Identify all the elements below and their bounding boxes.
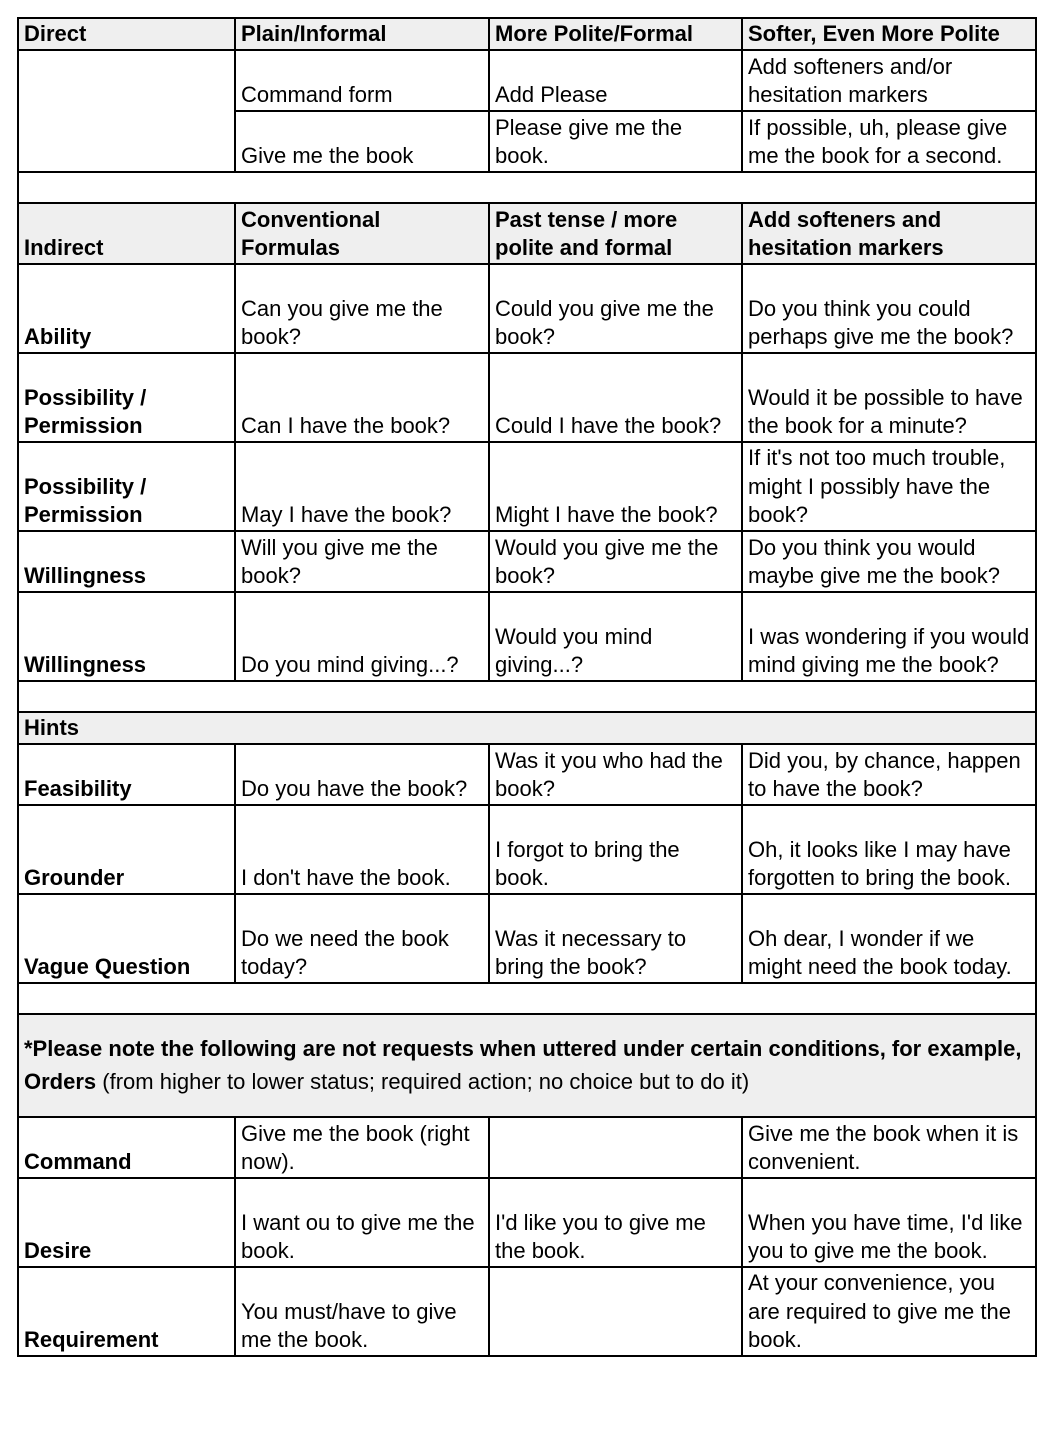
cell-polite xyxy=(489,1267,742,1356)
cell-softer: Do you think you would maybe give me the book? xyxy=(742,531,1036,592)
cell-polite: Would you mind giving...? xyxy=(489,592,742,681)
cell-polite: Was it necessary to bring the book? xyxy=(489,894,742,983)
cell-plain: May I have the book? xyxy=(235,442,489,531)
orders-note-cell xyxy=(18,1014,1036,1117)
cell-softer: Do you think you could perhaps give me the book? xyxy=(742,264,1036,353)
table-row xyxy=(18,353,1036,442)
politeness-request-table xyxy=(17,17,1037,1357)
spacer-cell xyxy=(18,681,1036,712)
cell-softer: At your convenience, you are required to give me the book. xyxy=(742,1267,1036,1356)
spacer-cell xyxy=(18,172,1036,203)
table-row xyxy=(18,264,1036,353)
table-row xyxy=(18,531,1036,592)
row-label: Requirement xyxy=(18,1267,235,1356)
cell-polite: Could you give me the book? xyxy=(489,264,742,353)
cell-polite: Add Please xyxy=(489,50,742,111)
header-conventional-formulas: Conventional Formulas xyxy=(235,203,489,264)
spacer-cell xyxy=(18,983,1036,1014)
cell-plain: Command form xyxy=(235,50,489,111)
cell-plain: Do you have the book? xyxy=(235,744,489,805)
cell-plain: Give me the book xyxy=(235,111,489,172)
cell-plain: I don't have the book. xyxy=(235,805,489,894)
row-label: Possibility / Permission xyxy=(18,442,235,531)
table-row xyxy=(18,894,1036,983)
cell-plain: Can I have the book? xyxy=(235,353,489,442)
row-label: Grounder xyxy=(18,805,235,894)
note-text: *Please note the following are not requests when uttered under certain conditions, for example, xyxy=(24,1035,1022,1061)
header-indirect: Indirect xyxy=(18,203,235,264)
header-hints: Hints xyxy=(18,712,1036,744)
row-label: Possibility / Permission xyxy=(18,353,235,442)
table-row xyxy=(18,1117,1036,1178)
hints-header-row xyxy=(18,712,1036,744)
cell-softer: Add softeners and/or hesitation markers xyxy=(742,50,1036,111)
orders-desc-text: (from higher to lower status; required action; no choice but to do it) xyxy=(102,1068,750,1094)
orders-title: Orders xyxy=(24,1068,97,1094)
cell-plain: Do you mind giving...? xyxy=(235,592,489,681)
table-row xyxy=(18,592,1036,681)
direct-label-cell xyxy=(18,50,235,172)
header-add-softeners: Add softeners and hesitation markers xyxy=(742,203,1036,264)
cell-polite: Could I have the book? xyxy=(489,353,742,442)
cell-plain: Give me the book (right now). xyxy=(235,1117,489,1178)
orders-note-row xyxy=(18,1014,1036,1117)
row-label: Willingness xyxy=(18,531,235,592)
table-row xyxy=(18,744,1036,805)
row-label: Feasibility xyxy=(18,744,235,805)
row-label: Desire xyxy=(18,1178,235,1267)
row-label: Vague Question xyxy=(18,894,235,983)
row-label: Command xyxy=(18,1117,235,1178)
header-plain-informal: Plain/Informal xyxy=(235,18,489,50)
direct-header-row xyxy=(18,18,1036,50)
cell-polite: I forgot to bring the book. xyxy=(489,805,742,894)
table-row xyxy=(18,1178,1036,1267)
cell-plain: Will you give me the book? xyxy=(235,531,489,592)
cell-polite: Might I have the book? xyxy=(489,442,742,531)
cell-softer: Oh dear, I wonder if we might need the book today. xyxy=(742,894,1036,983)
cell-softer: Oh, it looks like I may have forgotten to bring the book. xyxy=(742,805,1036,894)
orders-description xyxy=(24,1068,1030,1097)
table-row xyxy=(18,1267,1036,1356)
table-row xyxy=(18,50,1036,111)
cell-softer: When you have time, I'd like you to give me the book. xyxy=(742,1178,1036,1267)
header-more-polite-formal: More Polite/Formal xyxy=(489,18,742,50)
cell-polite xyxy=(489,1117,742,1178)
cell-softer: Give me the book when it is convenient. xyxy=(742,1117,1036,1178)
header-past-tense: Past tense / more polite and formal xyxy=(489,203,742,264)
cell-plain: Can you give me the book? xyxy=(235,264,489,353)
cell-polite: Please give me the book. xyxy=(489,111,742,172)
cell-softer: If it's not too much trouble, might I possibly have the book? xyxy=(742,442,1036,531)
cell-plain: Do we need the book today? xyxy=(235,894,489,983)
cell-softer: If possible, uh, please give me the book for a second. xyxy=(742,111,1036,172)
cell-softer: Did you, by chance, happen to have the book? xyxy=(742,744,1036,805)
table-row xyxy=(18,805,1036,894)
cell-plain: I want ou to give me the book. xyxy=(235,1178,489,1267)
spacer-row xyxy=(18,681,1036,712)
row-label: Ability xyxy=(18,264,235,353)
header-direct: Direct xyxy=(18,18,235,50)
cell-softer: Would it be possible to have the book for a minute? xyxy=(742,353,1036,442)
cell-polite: Was it you who had the book? xyxy=(489,744,742,805)
header-softer-more-polite: Softer, Even More Polite xyxy=(742,18,1036,50)
indirect-header-row xyxy=(18,203,1036,264)
table-row xyxy=(18,442,1036,531)
spacer-row xyxy=(18,983,1036,1014)
cell-plain: You must/have to give me the book. xyxy=(235,1267,489,1356)
cell-softer: I was wondering if you would mind giving me the book? xyxy=(742,592,1036,681)
row-label: Willingness xyxy=(18,592,235,681)
spacer-row xyxy=(18,172,1036,203)
cell-polite: I'd like you to give me the book. xyxy=(489,1178,742,1267)
cell-polite: Would you give me the book? xyxy=(489,531,742,592)
